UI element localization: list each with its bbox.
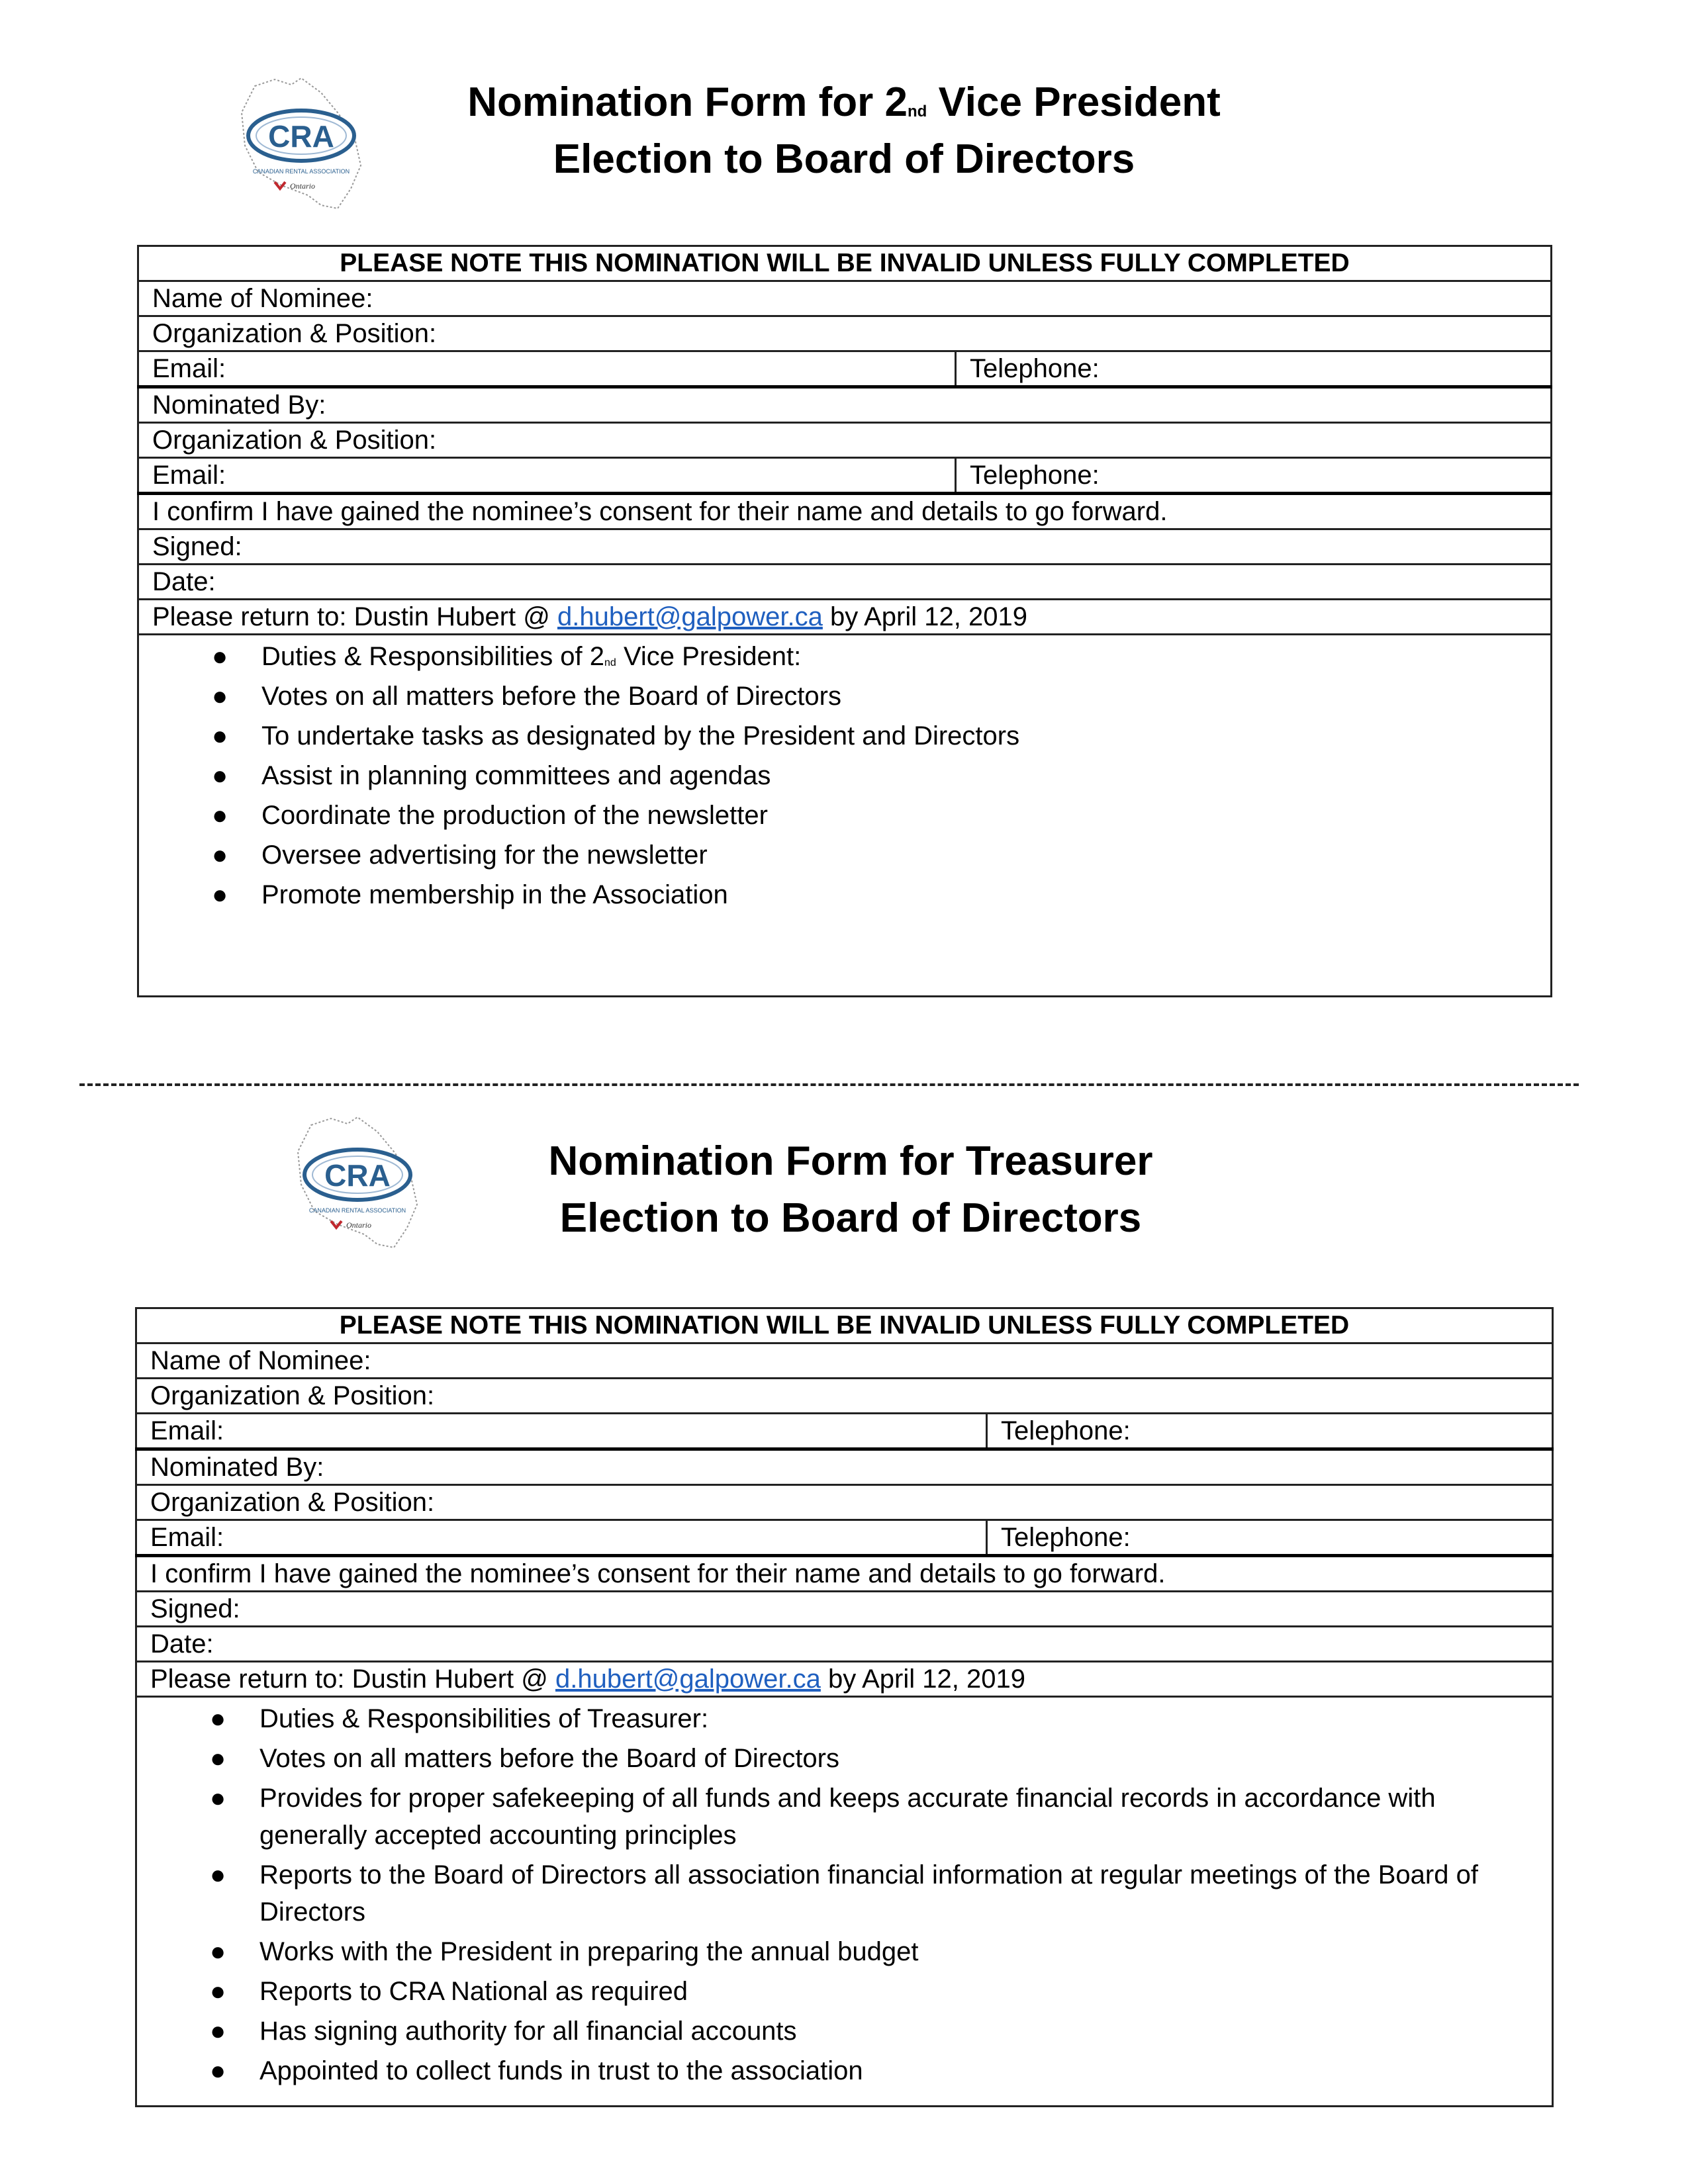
logo-line2: Ontario	[346, 1220, 372, 1230]
list-item: ● Votes on all matters before the Board of Directors	[212, 682, 841, 711]
form2-title-line2: Election to Board of Directors	[559, 1195, 1142, 1241]
form2-duties	[136, 1697, 1553, 2107]
form1-nominator-org-field[interactable]: Organization & Position:	[138, 423, 1552, 458]
form2-nominated-by-field[interactable]: Nominated By:	[136, 1449, 1553, 1485]
form1-nominator-email-field[interactable]: Email:	[138, 458, 956, 494]
form2-return-instructions: Please return to: Dustin Hubert @ d.hubert@galpower.ca by April 12, 2019	[136, 1662, 1553, 1697]
list-item: ● Coordinate the production of the newsletter	[212, 801, 768, 830]
cra-logo-graphic	[228, 73, 374, 218]
logo-letters: CRA	[324, 1158, 391, 1193]
form2-nominator-phone-field[interactable]: Telephone:	[987, 1520, 1553, 1556]
form1-nominee-name-field[interactable]: Name of Nominee:	[138, 281, 1552, 316]
form1-return-instructions: Please return to: Dustin Hubert @ d.hubert@galpower.ca by April 12, 2019	[138, 600, 1552, 635]
form1-nominee-org-field[interactable]: Organization & Position:	[138, 316, 1552, 351]
form1-duties	[138, 635, 1552, 997]
list-item: ● Reports to the Board of Directors all association financial information at regular meetings of the Board of Directors	[210, 1860, 1478, 1927]
form2-notice: PLEASE NOTE THIS NOMINATION WILL BE INVALID UNLESS FULLY COMPLETED	[136, 1308, 1553, 1343]
form1-nominated-by-field[interactable]: Nominated By:	[138, 387, 1552, 423]
form2-nominee-phone-field[interactable]: Telephone:	[987, 1414, 1553, 1449]
form2-table	[135, 1307, 1554, 2107]
cut-line-divider	[79, 1083, 1579, 1086]
list-item: ● Oversee advertising for the newsletter	[212, 841, 708, 870]
form2-signed-field[interactable]: Signed:	[136, 1592, 1553, 1627]
form1-nominee-email-field[interactable]: Email:	[138, 351, 956, 387]
list-item: ● Promote membership in the Association	[212, 880, 728, 909]
list-item: ● Reports to CRA National as required	[210, 1977, 688, 2006]
logo-line2: Ontario	[289, 181, 316, 191]
list-item: ● Appointed to collect funds in trust to the association	[210, 2056, 863, 2085]
form1-consent: I confirm I have gained the nominee’s consent for their name and details to go forward.	[138, 494, 1552, 529]
form2-nominator-email-field[interactable]: Email:	[136, 1520, 987, 1556]
list-item: ● Has signing authority for all financial accounts	[210, 2017, 797, 2046]
form1-table	[137, 245, 1552, 997]
form1-nominee-phone-field[interactable]: Telephone:	[956, 351, 1552, 387]
form1-notice: PLEASE NOTE THIS NOMINATION WILL BE INVALID UNLESS FULLY COMPLETED	[138, 246, 1552, 281]
list-item: ● Votes on all matters before the Board of Directors	[210, 1744, 839, 1773]
form1-title-line2: Election to Board of Directors	[553, 136, 1135, 182]
list-item: ● Provides for proper safekeeping of all funds and keeps accurate financial records in accordance with generally accepted accounting principles	[210, 1784, 1436, 1850]
list-item: ● Works with the President in preparing the annual budget	[210, 1937, 919, 1966]
form1-nominator-phone-field[interactable]: Telephone:	[956, 458, 1552, 494]
form2-nominee-org-field[interactable]: Organization & Position:	[136, 1379, 1553, 1414]
form2-nominee-name-field[interactable]: Name of Nominee:	[136, 1343, 1553, 1379]
form1-signed-field[interactable]: Signed:	[138, 529, 1552, 565]
cra-logo	[228, 73, 374, 218]
form2-nominee-email-field[interactable]: Email:	[136, 1414, 987, 1449]
form1-duties-heading: ● Duties & Responsibilities of 2nd Vice President:	[212, 642, 802, 671]
form1-title	[397, 74, 1291, 188]
list-item: ● To undertake tasks as designated by the President and Directors	[212, 721, 1020, 751]
logo-letters: CRA	[268, 119, 334, 154]
logo-line1: CANADIAN RENTAL ASSOCIATION	[252, 168, 350, 175]
form2-duties-heading: ● Duties & Responsibilities of Treasurer:	[210, 1704, 709, 1733]
form2-title	[404, 1133, 1297, 1247]
form1-title-line1: Nomination Form for 2nd Vice President	[467, 79, 1221, 125]
list-item: ● Assist in planning committees and agendas	[212, 761, 771, 790]
form2-date-field[interactable]: Date:	[136, 1627, 1553, 1662]
form2-return-email-link[interactable]: d.hubert@galpower.ca	[555, 1664, 821, 1694]
form1-date-field[interactable]: Date:	[138, 565, 1552, 600]
form2-consent: I confirm I have gained the nominee’s consent for their name and details to go forward.	[136, 1556, 1553, 1592]
logo-line1: CANADIAN RENTAL ASSOCIATION	[308, 1207, 406, 1214]
form2-title-line1: Nomination Form for Treasurer	[548, 1138, 1153, 1184]
form2-nominator-org-field[interactable]: Organization & Position:	[136, 1485, 1553, 1520]
form1-return-email-link[interactable]: d.hubert@galpower.ca	[557, 602, 823, 631]
